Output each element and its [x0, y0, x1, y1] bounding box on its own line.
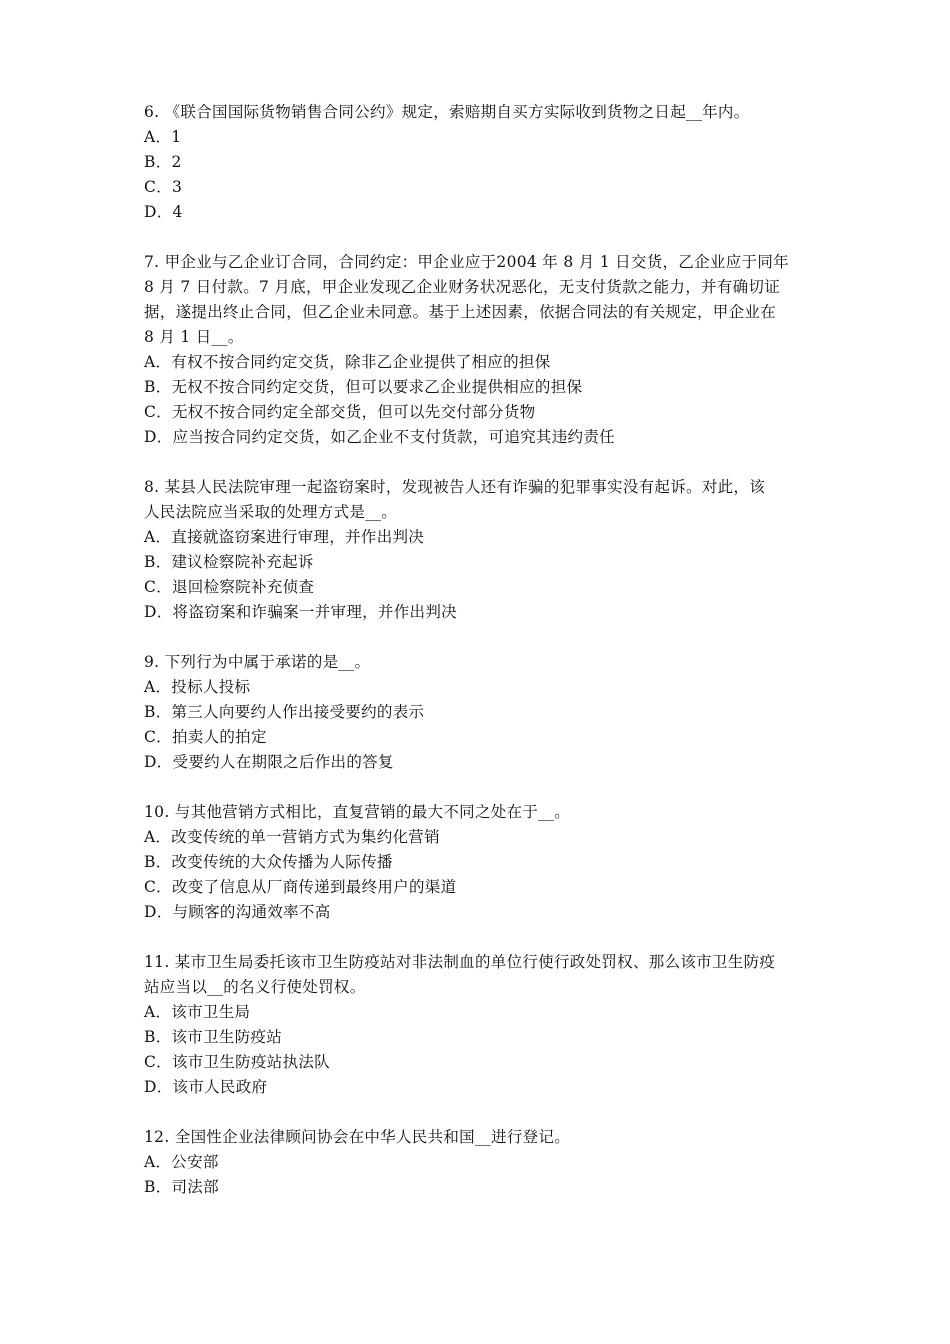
- option-text: 该市卫生局: [171, 1003, 251, 1021]
- option-letter: C．: [144, 578, 172, 596]
- option-b: [144, 1025, 824, 1050]
- option-text: 第三人向要约人作出接受要约的表示: [171, 703, 425, 721]
- option-b: [144, 700, 824, 725]
- question-12: [144, 1125, 824, 1200]
- option-text: 司法部: [171, 1178, 219, 1196]
- option-letter: D．: [144, 903, 173, 921]
- option-letter: A．: [144, 528, 172, 546]
- question-stem: [144, 1125, 824, 1150]
- option-text: 无权不按合同约定交货，但可以要求乙企业提供相应的担保: [171, 378, 583, 396]
- option-text: 有权不按合同约定交货，除非乙企业提供了相应的担保: [171, 353, 551, 371]
- option-letter: C．: [144, 1053, 172, 1071]
- option-d: [144, 900, 824, 925]
- question-stem: [144, 650, 824, 675]
- option-letter: A．: [144, 828, 172, 846]
- option-letter: C．: [144, 878, 172, 896]
- option-letter: B．: [144, 703, 172, 721]
- option-text: 投标人投标: [171, 678, 251, 696]
- document-page: [144, 100, 824, 1225]
- option-letter: B．: [144, 1178, 172, 1196]
- option-text: 公安部: [171, 1153, 219, 1171]
- option-text: 拍卖人的拍定: [171, 728, 267, 746]
- option-a: [144, 1150, 824, 1175]
- option-c: [144, 1050, 824, 1075]
- option-letter: A．: [144, 1003, 172, 1021]
- option-letter: A．: [144, 128, 172, 146]
- question-11: [144, 950, 824, 1100]
- option-text: 该市卫生防疫站执法队: [171, 1053, 330, 1071]
- option-text: 直接就盗窃案进行审理，并作出判决: [171, 528, 425, 546]
- question-line: 站应当以__的名义行使处罚权。: [144, 978, 366, 996]
- question-8: [144, 475, 824, 625]
- option-d: [144, 750, 824, 775]
- option-b: [144, 850, 824, 875]
- option-c: [144, 575, 824, 600]
- option-text: 该市人民政府: [172, 1078, 268, 1096]
- option-text: 建议检察院补充起诉: [171, 553, 314, 571]
- option-letter: C．: [144, 403, 172, 421]
- option-text: 受要约人在期限之后作出的答复: [172, 753, 394, 771]
- question-stem: [144, 100, 824, 125]
- option-a: [144, 675, 824, 700]
- option-text: 将盗窃案和诈骗案一并审理，并作出判决: [172, 603, 457, 621]
- option-letter: D．: [144, 753, 173, 771]
- option-d: [144, 1075, 824, 1100]
- question-7: [144, 250, 824, 450]
- question-stem: [144, 475, 824, 525]
- option-d: [144, 425, 824, 450]
- option-letter: D．: [144, 428, 173, 446]
- option-d: [144, 200, 824, 225]
- option-letter: D．: [144, 203, 173, 221]
- question-line: 9. 下列行为中属于承诺的是__。: [144, 653, 371, 671]
- option-text: 无权不按合同约定全部交货，但可以先交付部分货物: [171, 403, 536, 421]
- question-9: [144, 650, 824, 775]
- option-b: [144, 375, 824, 400]
- option-letter: C．: [144, 728, 172, 746]
- question-line: 人民法院应当采取的处理方式是__。: [144, 503, 398, 521]
- question-line: 12. 全国性企业法律顾问协会在中华人民共和国__进行登记。: [144, 1128, 571, 1146]
- option-a: [144, 1000, 824, 1025]
- option-letter: A．: [144, 1153, 172, 1171]
- option-c: [144, 725, 824, 750]
- question-line: 7. 甲企业与乙企业订合同，合同约定：甲企业应于2004 年 8 月 1 日交货，乙企业应于同年: [144, 253, 789, 271]
- option-letter: B．: [144, 153, 172, 171]
- option-a: [144, 350, 824, 375]
- option-text: 退回检察院补充侦查: [171, 578, 315, 596]
- option-text: 该市卫生防疫站: [171, 1028, 283, 1046]
- option-text: 2: [171, 153, 182, 171]
- option-text: 1: [171, 128, 182, 146]
- option-d: [144, 600, 824, 625]
- question-line: 8. 某县人民法院审理一起盗窃案时，发现被告人还有诈骗的犯罪事实没有起诉。对此，该: [144, 478, 766, 496]
- question-line: 8 月 1 日__。: [144, 328, 244, 346]
- question-line: 6. 《联合国国际货物销售合同公约》规定，索赔期自买方实际收到货物之日起__年内。: [144, 103, 750, 121]
- option-b: [144, 550, 824, 575]
- question-line: 8 月 7 日付款。7 月底，甲企业发现乙企业财务状况恶化，无支付货款之能力，并有确切证: [144, 278, 780, 296]
- option-c: [144, 175, 824, 200]
- option-text: 3: [171, 178, 183, 196]
- option-letter: D．: [144, 603, 173, 621]
- option-letter: B．: [144, 378, 172, 396]
- question-stem: [144, 250, 824, 350]
- question-6: [144, 100, 824, 225]
- option-text: 4: [172, 203, 183, 221]
- option-text: 改变传统的大众传播为人际传播: [171, 853, 393, 871]
- option-text: 与顾客的沟通效率不高: [172, 903, 331, 921]
- option-letter: D．: [144, 1078, 173, 1096]
- option-text: 应当按合同约定交货，如乙企业不支付货款，可追究其违约责任: [172, 428, 615, 446]
- question-stem: [144, 800, 824, 825]
- option-b: [144, 150, 824, 175]
- option-letter: B．: [144, 553, 172, 571]
- question-stem: [144, 950, 824, 1000]
- question-line: 11. 某市卫生局委托该市卫生防疫站对非法制血的单位行使行政处罚权、那么该市卫生防疫: [144, 953, 776, 971]
- option-letter: B．: [144, 853, 172, 871]
- option-letter: C．: [144, 178, 172, 196]
- option-text: 改变了信息从厂商传递到最终用户的渠道: [171, 878, 457, 896]
- option-text: 改变传统的单一营销方式为集约化营销: [171, 828, 440, 846]
- question-10: [144, 800, 824, 925]
- option-a: [144, 125, 824, 150]
- option-a: [144, 525, 824, 550]
- option-letter: A．: [144, 678, 172, 696]
- option-a: [144, 825, 824, 850]
- question-line: 据，遂提出终止合同，但乙企业未同意。基于上述因素，依据合同法的有关规定，甲企业在: [144, 303, 777, 321]
- option-letter: A．: [144, 353, 172, 371]
- option-c: [144, 400, 824, 425]
- option-b: [144, 1175, 824, 1200]
- option-c: [144, 875, 824, 900]
- question-line: 10. 与其他营销方式相比，直复营销的最大不同之处在于__。: [144, 803, 571, 821]
- option-letter: B．: [144, 1028, 172, 1046]
